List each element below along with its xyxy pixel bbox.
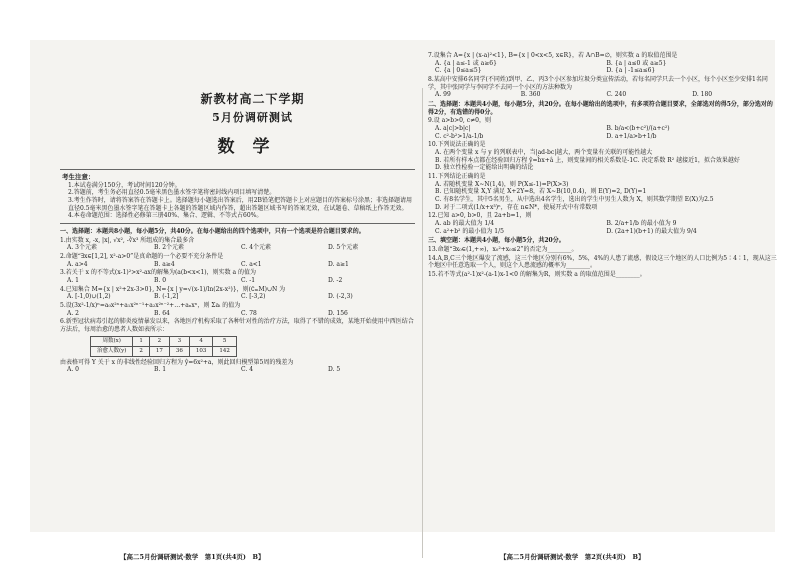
option: C. a<1 xyxy=(241,260,262,268)
question-stem: 2.命题“∃x∈[1,2], x²-a>0”是真命题的一个必要不充分条件是 xyxy=(60,252,224,260)
table-cell: 2 xyxy=(133,346,150,356)
option: A. 1 xyxy=(67,276,79,284)
option: D. 180 xyxy=(692,91,713,99)
option: C. 78 xyxy=(241,309,257,317)
page-footer-left: 【高二5月份调研测试·数学 第1页(共4页) B】 xyxy=(120,553,265,561)
table-cell: 2 xyxy=(149,336,169,346)
page-divider xyxy=(422,88,423,558)
option: C. [-3,2) xyxy=(241,293,266,301)
question-stem: 5.设(3x²-1/x)ⁿ=a₀x²ⁿ+a₁x²ⁿ⁻¹+a₂x²ⁿ⁻²+…+aₙxⁿ，则 Σaᵢ 的值为 xyxy=(60,301,241,309)
question xyxy=(60,302,415,317)
option: C. 4 xyxy=(241,366,254,374)
option: A. 2 xyxy=(67,309,79,317)
table-cell: 142 xyxy=(213,346,237,356)
notice-item: 4.本卷命题范围：选择性必修第三册40%、集合、逻辑、不等式占60%。 xyxy=(68,212,263,220)
table-cell: 周数(x) xyxy=(91,336,133,346)
option: D. 独立性检验一定能给出明确的结论 xyxy=(435,164,534,172)
question-stem: 3.若关于 x 的不等式(x-1)²>x²-ax的解集为(a(b<x<1)，则实数 a 的值为 xyxy=(60,269,257,277)
question xyxy=(428,255,778,270)
option: C. 240 xyxy=(606,91,627,99)
option: A. 若随机变量 X~N(1,4)，则 P(X≤-1)=P(X>3) xyxy=(435,180,569,188)
notice-item: 1.本试卷满分150分，考试时间120分钟。 xyxy=(68,181,181,189)
title-block xyxy=(90,92,415,159)
left-page xyxy=(60,52,415,375)
notice-title: 考生注意： xyxy=(62,173,95,182)
table-row xyxy=(91,336,237,346)
option: A. a>4 xyxy=(67,260,88,268)
option: B. 2个元素 xyxy=(154,244,185,252)
page-footer-right: 【高二5月份调研测试·数学 第2页(共4页) B】 xyxy=(500,553,645,561)
section-title: 三、填空题：本题共4小题，每小题5分，共20分。 xyxy=(428,237,565,245)
option: B. 已知随机变量 X,Y 满足 X+2Y=8，若 X~B(10,0.4)，则 E(Y)=2, D(Y)=1 xyxy=(435,188,647,196)
option: D. 156 xyxy=(328,309,348,317)
question xyxy=(428,76,778,99)
question xyxy=(428,246,778,254)
section-title: 二、选择题：本题共4小题，每小题5分，共20分。在每小题给出的选项中，有多项符合题目要求，全部选对的得5分，部分选对的得2分，有选错的得0分。 xyxy=(428,101,773,116)
question xyxy=(60,286,415,301)
question-stem: 4.已知集合 M={x | x²+2x-3>0}, N={x | y=√(x-1)/ln(2x-x²)}，则(∁ₘM)∪N 为 xyxy=(60,285,286,293)
exam-sheet xyxy=(30,40,777,561)
option: C. {a | 0≤a≤5} xyxy=(435,67,482,75)
option: B. 2/a+1/b 的最小值为 9 xyxy=(606,220,677,228)
option: A. ab 的最大值为 1/4 xyxy=(435,220,495,228)
subject-title: 数学 xyxy=(217,137,288,158)
cure-table xyxy=(90,336,237,357)
option: C. -1 xyxy=(241,276,256,284)
option: A. [-1,0)∪(1,2) xyxy=(67,293,111,301)
option: B. a≥4 xyxy=(154,260,175,268)
question-stem: 8.某高中安排6名同学(不同姓)到甲、乙、丙3个小区参加垃圾分类宣传活动，若每名同学只去一个小区，每个小区至少安排1名同学，其中张同学与李同学不去同一个小区的方法种数为 xyxy=(428,76,768,91)
option: B. (-1,2] xyxy=(154,293,179,301)
question xyxy=(428,173,778,211)
option: B. 若所有样本点都在经验回归方程 ŷ=b̂x+â 上，则变量间的相关系数是-1 xyxy=(435,156,634,164)
option: B. 360 xyxy=(520,91,541,99)
exam-title: 新教材高二下学期 xyxy=(200,92,305,106)
option: A. 99 xyxy=(435,91,451,99)
question xyxy=(428,212,778,235)
option: B. 64 xyxy=(154,309,170,317)
notice-box xyxy=(60,169,415,224)
option: C. 决定系数 R² 越接近1，拟合效果越好 xyxy=(633,156,740,164)
option: D. (-2,3) xyxy=(328,293,353,301)
option: D. 5 xyxy=(328,366,341,374)
question-stem: 12.已知 a>0, b>0，且 2a+b=1，则 xyxy=(428,212,532,220)
notice-item: 2.答题前，考生务必用直径0.5毫米黑色墨水签字笔将密封线内项目填写清楚。 xyxy=(68,189,276,197)
question xyxy=(428,271,778,279)
question xyxy=(60,269,415,284)
option: C. 有8名学生，其中5名男生，从中选出4名学生，选出的学生中男生人数为 X，则其数学期望 E(X)为2.5 xyxy=(435,196,714,204)
question xyxy=(428,141,778,172)
table-cell: 5 xyxy=(213,336,237,346)
question xyxy=(60,253,415,268)
option: D. 5个元素 xyxy=(328,244,359,252)
question-stem: 7.设集合 A={x | (x-a)²<1}, B={x | 0<x<5, x∈R}，若 A∩B=∅，则实数 a 的取值范围是 xyxy=(428,52,678,59)
option: C. 4个元素 xyxy=(241,244,272,252)
table-row xyxy=(91,346,237,356)
option: D. a+1/a>b+1/b xyxy=(606,132,657,140)
option: B. {a | a≤0 或 a≥5} xyxy=(606,59,667,67)
notice-item: 3.考生作答时，请将答案答在答题卡上。选择题每小题选出答案后，用2B铅笔把答题卡上对应题目的答案标号涂黑；非选择题请用直径0.5毫米黑色墨水签字笔在答题卡上各题的答题区域内作答，超出答题区域书写的答案无效，在试题卷、草稿纸上作答无效。 xyxy=(68,196,412,212)
question-stem: 6.新型冠状病毒引起的肺炎疫情暴发以来，各地医疗机构采取了各种针对性的治疗方法，取得了不错的成效，某地开始使用中西医结合方法后，每周治愈的患者人数如表所示： xyxy=(60,318,414,333)
option: A. 在两个变量 x 与 y 的列联表中，当|ad-bc|越大，两个变量有关联的可能性越大 xyxy=(435,149,653,157)
question xyxy=(60,237,415,252)
option: D. -2 xyxy=(328,276,343,284)
right-page xyxy=(428,52,778,280)
question-stem: 13.命题“∃x₀∈(1,+∞)，x₀²+x₀≤2”的否定为________。 xyxy=(428,246,578,254)
exam-subtitle: 5月份调研测试 xyxy=(212,111,293,125)
option: B. 0 xyxy=(154,276,167,284)
question xyxy=(60,318,415,374)
option: A. {a | a≤-1 或 a≥6} xyxy=(435,59,497,67)
option: D. {a | -1≤a≤6} xyxy=(606,67,656,75)
option: B. 1 xyxy=(154,366,167,374)
table-cell: 3 xyxy=(169,336,189,346)
table-cell: 1 xyxy=(133,336,150,346)
question xyxy=(428,117,778,140)
question-stem: 11.下列结论正确的是 xyxy=(428,173,486,181)
question-stem: 9.设 a>b>0, c≠0，则 xyxy=(428,117,491,125)
option: A. 3个元素 xyxy=(67,244,97,252)
option: C. a²+b² 的最小值为 1/5 xyxy=(435,227,504,235)
question-stem: 14.A,B,C三个地区爆发了流感，这三个地区分别有6%，5%，4%的人患了流感，假设这三个地区的人口比例为5∶4∶1，现从这三个地区中任意选取一个人，则这个人患流感的概率为________。 xyxy=(428,254,777,270)
option: B. b/a<(b+c²)/(a+c²) xyxy=(606,125,670,133)
table-cell: 36 xyxy=(169,346,189,356)
option: D. (2a+1)(b+1) 的最大值为 9/4 xyxy=(606,227,697,235)
question-stem: 15.若不等式(a²-1)x²-(a-1)x-1<0 的解集为R，则实数 a 的取值范围是________。 xyxy=(428,271,646,279)
table-cell: 17 xyxy=(149,346,169,356)
option: D. 对于二项式(1/x+x³)ⁿ，存在 n∈N*，使展开式中有常数项 xyxy=(435,203,598,211)
question-stem: 10.下列说法正确的是 xyxy=(428,141,486,149)
question xyxy=(428,52,778,75)
question-stem: 由表格可得 Y 关于 x 的非线性经验回归方程为 ŷ=6x²+a，则此回归模型第5周的残差为 xyxy=(60,358,294,366)
question-stem: 1.由实数 x, -x, |x|, √x², -∛x³ 所组成的集合最多含 xyxy=(60,236,195,244)
option: D. a≥1 xyxy=(328,260,349,268)
option: A. 0 xyxy=(67,366,79,374)
option: C. c²-b²>1/a-1/b xyxy=(435,132,484,140)
table-cell: 103 xyxy=(189,346,213,356)
table-cell: 4 xyxy=(189,336,213,346)
section-title: 一、选择题：本题共8小题，每小题5分，共40分。在每小题给出的四个选项中，只有一个选项是符合题目要求的。 xyxy=(60,227,365,235)
table-cell: 治愈人数(y) xyxy=(91,346,133,356)
option: A. a|c|>b|c| xyxy=(435,125,471,133)
